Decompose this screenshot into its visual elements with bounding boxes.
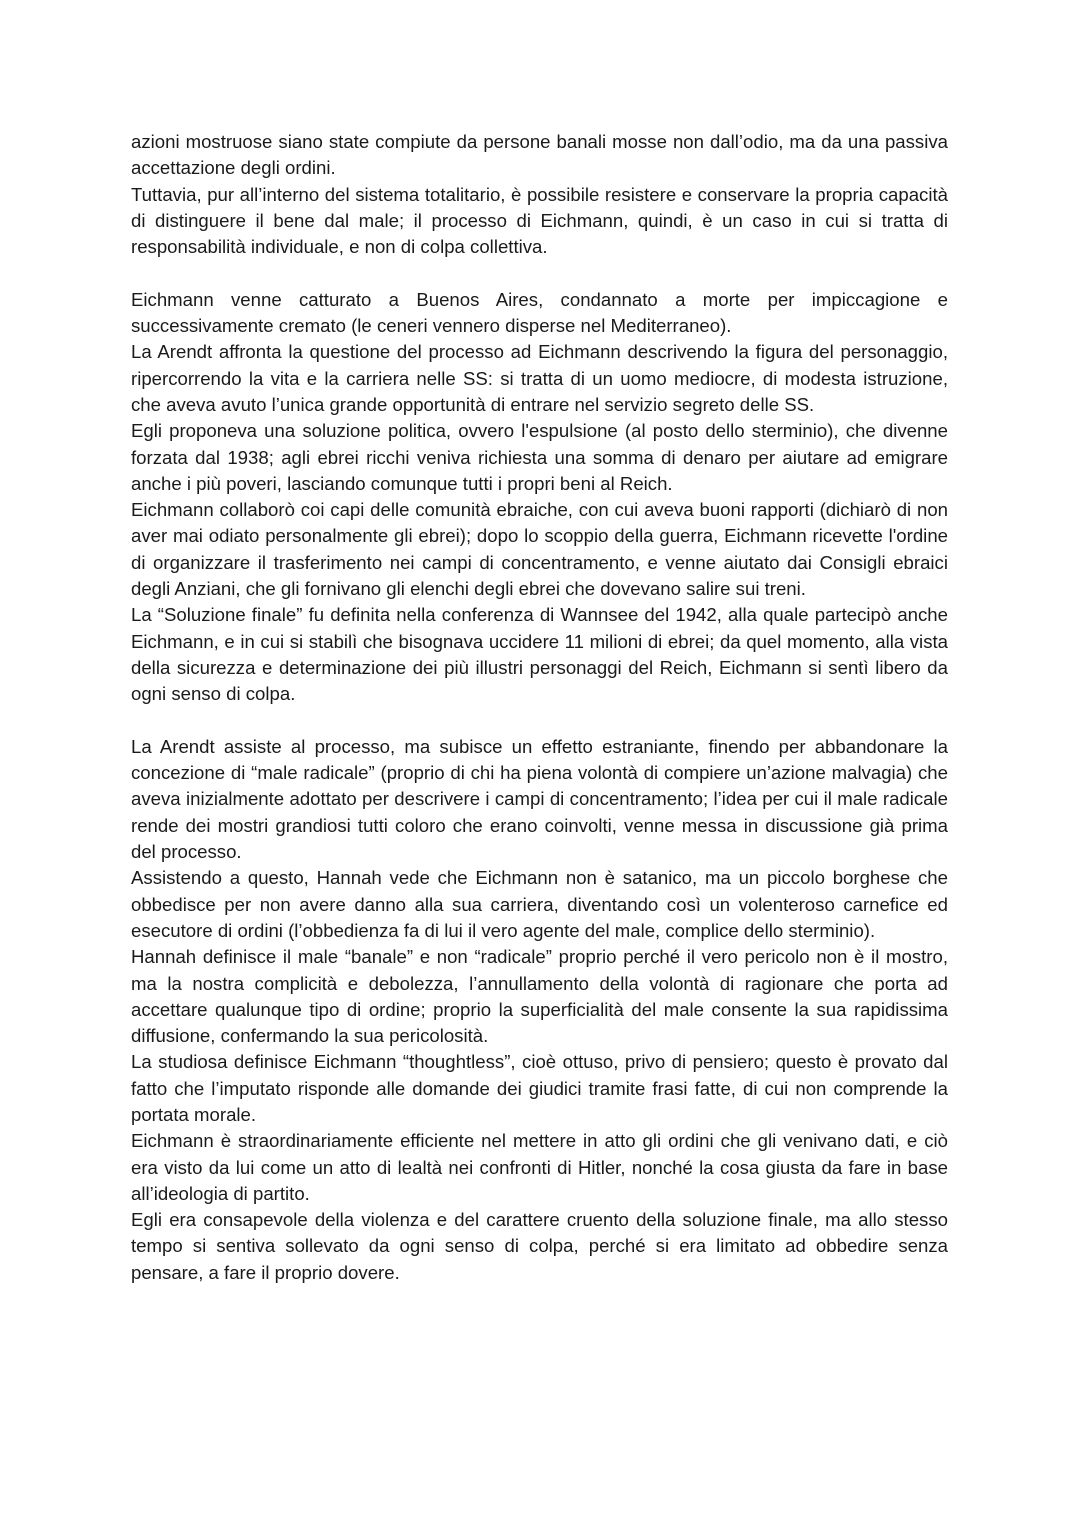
paragraph: Egli era consapevole della violenza e del carattere cruento della soluzione finale, ma allo stesso tempo si sentiva sollevato da ogni senso di colpa, perché si era limitato ad obbedire senza pensare, a fare il proprio dovere. [131, 1209, 948, 1283]
paragraph: Eichmann è straordinariamente efficiente nel mettere in atto gli ordini che gli venivano dati, e ciò era visto da lui come un atto di lealtà nei confronti di Hitler, nonché la cosa giusta da fare in base all’ideologia di partito. [131, 1130, 948, 1204]
paragraph-spacer [131, 708, 948, 734]
paragraph: La studiosa definisce Eichmann “thoughtless”, cioè ottuso, privo di pensiero; questo è provato dal fatto che l’imputato risponde alle domande dei giudici tramite frasi fatte, di cui non comprende la portata morale. [131, 1051, 948, 1125]
paragraph: La Arendt assiste al processo, ma subisce un effetto estraniante, finendo per abbandonare la concezione di “male radicale” (proprio di chi ha piena volontà di compiere un’azione malvagia) che aveva inizialmente adottato per descrivere i campi di concentramento; l’idea per cui il male radicale rende dei mostri grandiosi tutti coloro che erano coinvolti, venne messa in discussione già prima del processo. [131, 735, 948, 863]
paragraph-spacer [131, 260, 948, 286]
paragraph: Hannah definisce il male “banale” e non “radicale” proprio perché il vero pericolo non è il mostro, ma la nostra complicità e debolezza, l’annullamento della volontà di ragionare che porta ad accettare qualunque tipo di ordine; proprio la superficialità del male consente la sua rapidissima diffusione, confermando la sua pericolosità. [131, 946, 948, 1047]
paragraph: azioni mostruose siano state compiute da persone banali mosse non dall’odio, ma da una passiva accettazione degli ordini. [131, 131, 948, 179]
paragraph: Eichmann collaborò coi capi delle comunità ebraiche, con cui aveva buoni rapporti (dichiarò di non aver mai odiato personalmente gli ebrei); dopo lo scoppio della guerra, Eichmann ricevette l'ordine di organizzare il trasferimento nei campi di concentramento, e venne aiutato dai Consigli ebraici degli Anziani, che gli fornivano gli elenchi degli ebrei che dovevano salire sui treni. [131, 499, 948, 600]
paragraph: Egli proponeva una soluzione politica, ovvero l'espulsione (al posto dello sterminio), che divenne forzata dal 1938; agli ebrei ricchi veniva richiesta una somma di denaro per aiutare ad emigrare anche i più poveri, lasciando comunque tutti i propri beni al Reich. [131, 420, 948, 494]
paragraph: Assistendo a questo, Hannah vede che Eichmann non è satanico, ma un piccolo borghese che obbedisce per non avere danno alla sua carriera, diventando così un volenteroso carnefice ed esecutore di ordini (l’obbedienza fa di lui il vero agente del male, complice dello sterminio). [131, 867, 948, 941]
document-page [131, 129, 948, 1286]
paragraph: Eichmann venne catturato a Buenos Aires, condannato a morte per impiccagione e successivamente cremato (le ceneri vennero disperse nel Mediterraneo). [131, 288, 948, 337]
paragraph: La “Soluzione finale” fu definita nella conferenza di Wannsee del 1942, alla quale partecipò anche Eichmann, e in cui si stabilì che bisognava uccidere 11 milioni di ebrei; da quel momento, alla vista della sicurezza e determinazione dei più illustri personaggi del Reich, Eichmann si sentì libero da ogni senso di colpa. [131, 604, 948, 705]
paragraph: Tuttavia, pur all’interno del sistema totalitario, è possibile resistere e conservare la propria capacità di distinguere il bene dal male; il processo di Eichmann, quindi, è un caso in cui si tratta di responsabilità individuale, e non di colpa collettiva. [131, 183, 948, 258]
paragraph: La Arendt affronta la questione del processo ad Eichmann descrivendo la figura del personaggio, ripercorrendo la vita e la carriera nelle SS: si tratta di un uomo mediocre, di modesta istruzione, che aveva avuto l’unica grande opportunità di entrare nel servizio segreto delle SS. [131, 341, 948, 415]
